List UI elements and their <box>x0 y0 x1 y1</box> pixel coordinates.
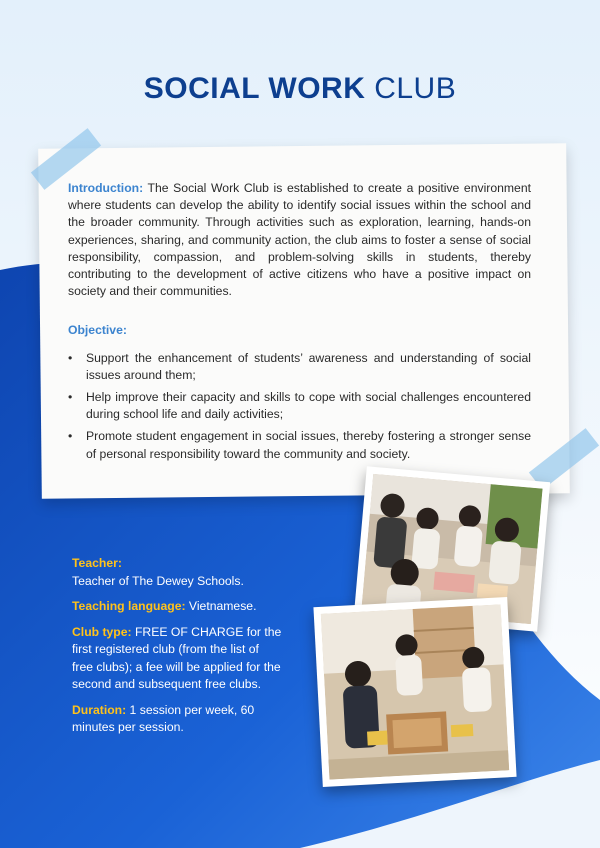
duration-label: Duration: <box>72 702 127 717</box>
intro-content <box>68 180 531 468</box>
language-block <box>72 598 282 616</box>
title-bold: SOCIAL WORK <box>143 72 366 105</box>
introduction-paragraph <box>68 180 531 300</box>
objective-list <box>68 350 531 463</box>
duration-value: 1 session per week, 60 minutes per session. <box>72 702 255 734</box>
objective-label: Objective: <box>68 323 127 338</box>
title-light: CLUB <box>374 72 457 105</box>
introduction-label: Introduction: <box>68 181 144 195</box>
page-title <box>0 72 600 106</box>
duration-block <box>72 702 282 737</box>
activity-photo <box>313 597 516 787</box>
type-label: Club type: <box>72 624 132 639</box>
list-item: • Support the enhancement of students’ awareness and understanding of social issues around them; <box>68 350 531 384</box>
club-details <box>72 555 282 745</box>
list-item: • Promote student engagement in social issues, thereby fostering a stronger sense of personal responsibility toward the community and society. <box>68 428 531 462</box>
language-value: Vietnamese. <box>185 599 257 613</box>
teacher-value: Teacher of The Dewey Schools. <box>72 573 244 588</box>
teacher-label: Teacher: <box>72 556 122 570</box>
teacher-block <box>72 555 282 590</box>
language-label: Teaching language: <box>72 599 186 613</box>
list-item: • Help improve their capacity and skills to cope with social challenges encountered during school life and daily activities; <box>68 389 531 423</box>
type-block <box>72 624 282 694</box>
type-value: FREE OF CHARGE for the first registered club (from the list of free clubs); a fee will be applied for the second and subsequent free clubs. <box>72 624 282 691</box>
introduction-text: The Social Work Club is established to create a positive environment where students can develop the ability to identify social issues within the school and the broader community. Through activities such as exploration, learning, hands-on experiences, sharing, and community action, the club aims to foster a sense of social responsibility, compassion, and problem-solving skills in students, thereby contributing to the development of active citizens who have a positive impact on society and their communities. <box>68 181 531 299</box>
students-photo-illustration <box>321 604 509 779</box>
